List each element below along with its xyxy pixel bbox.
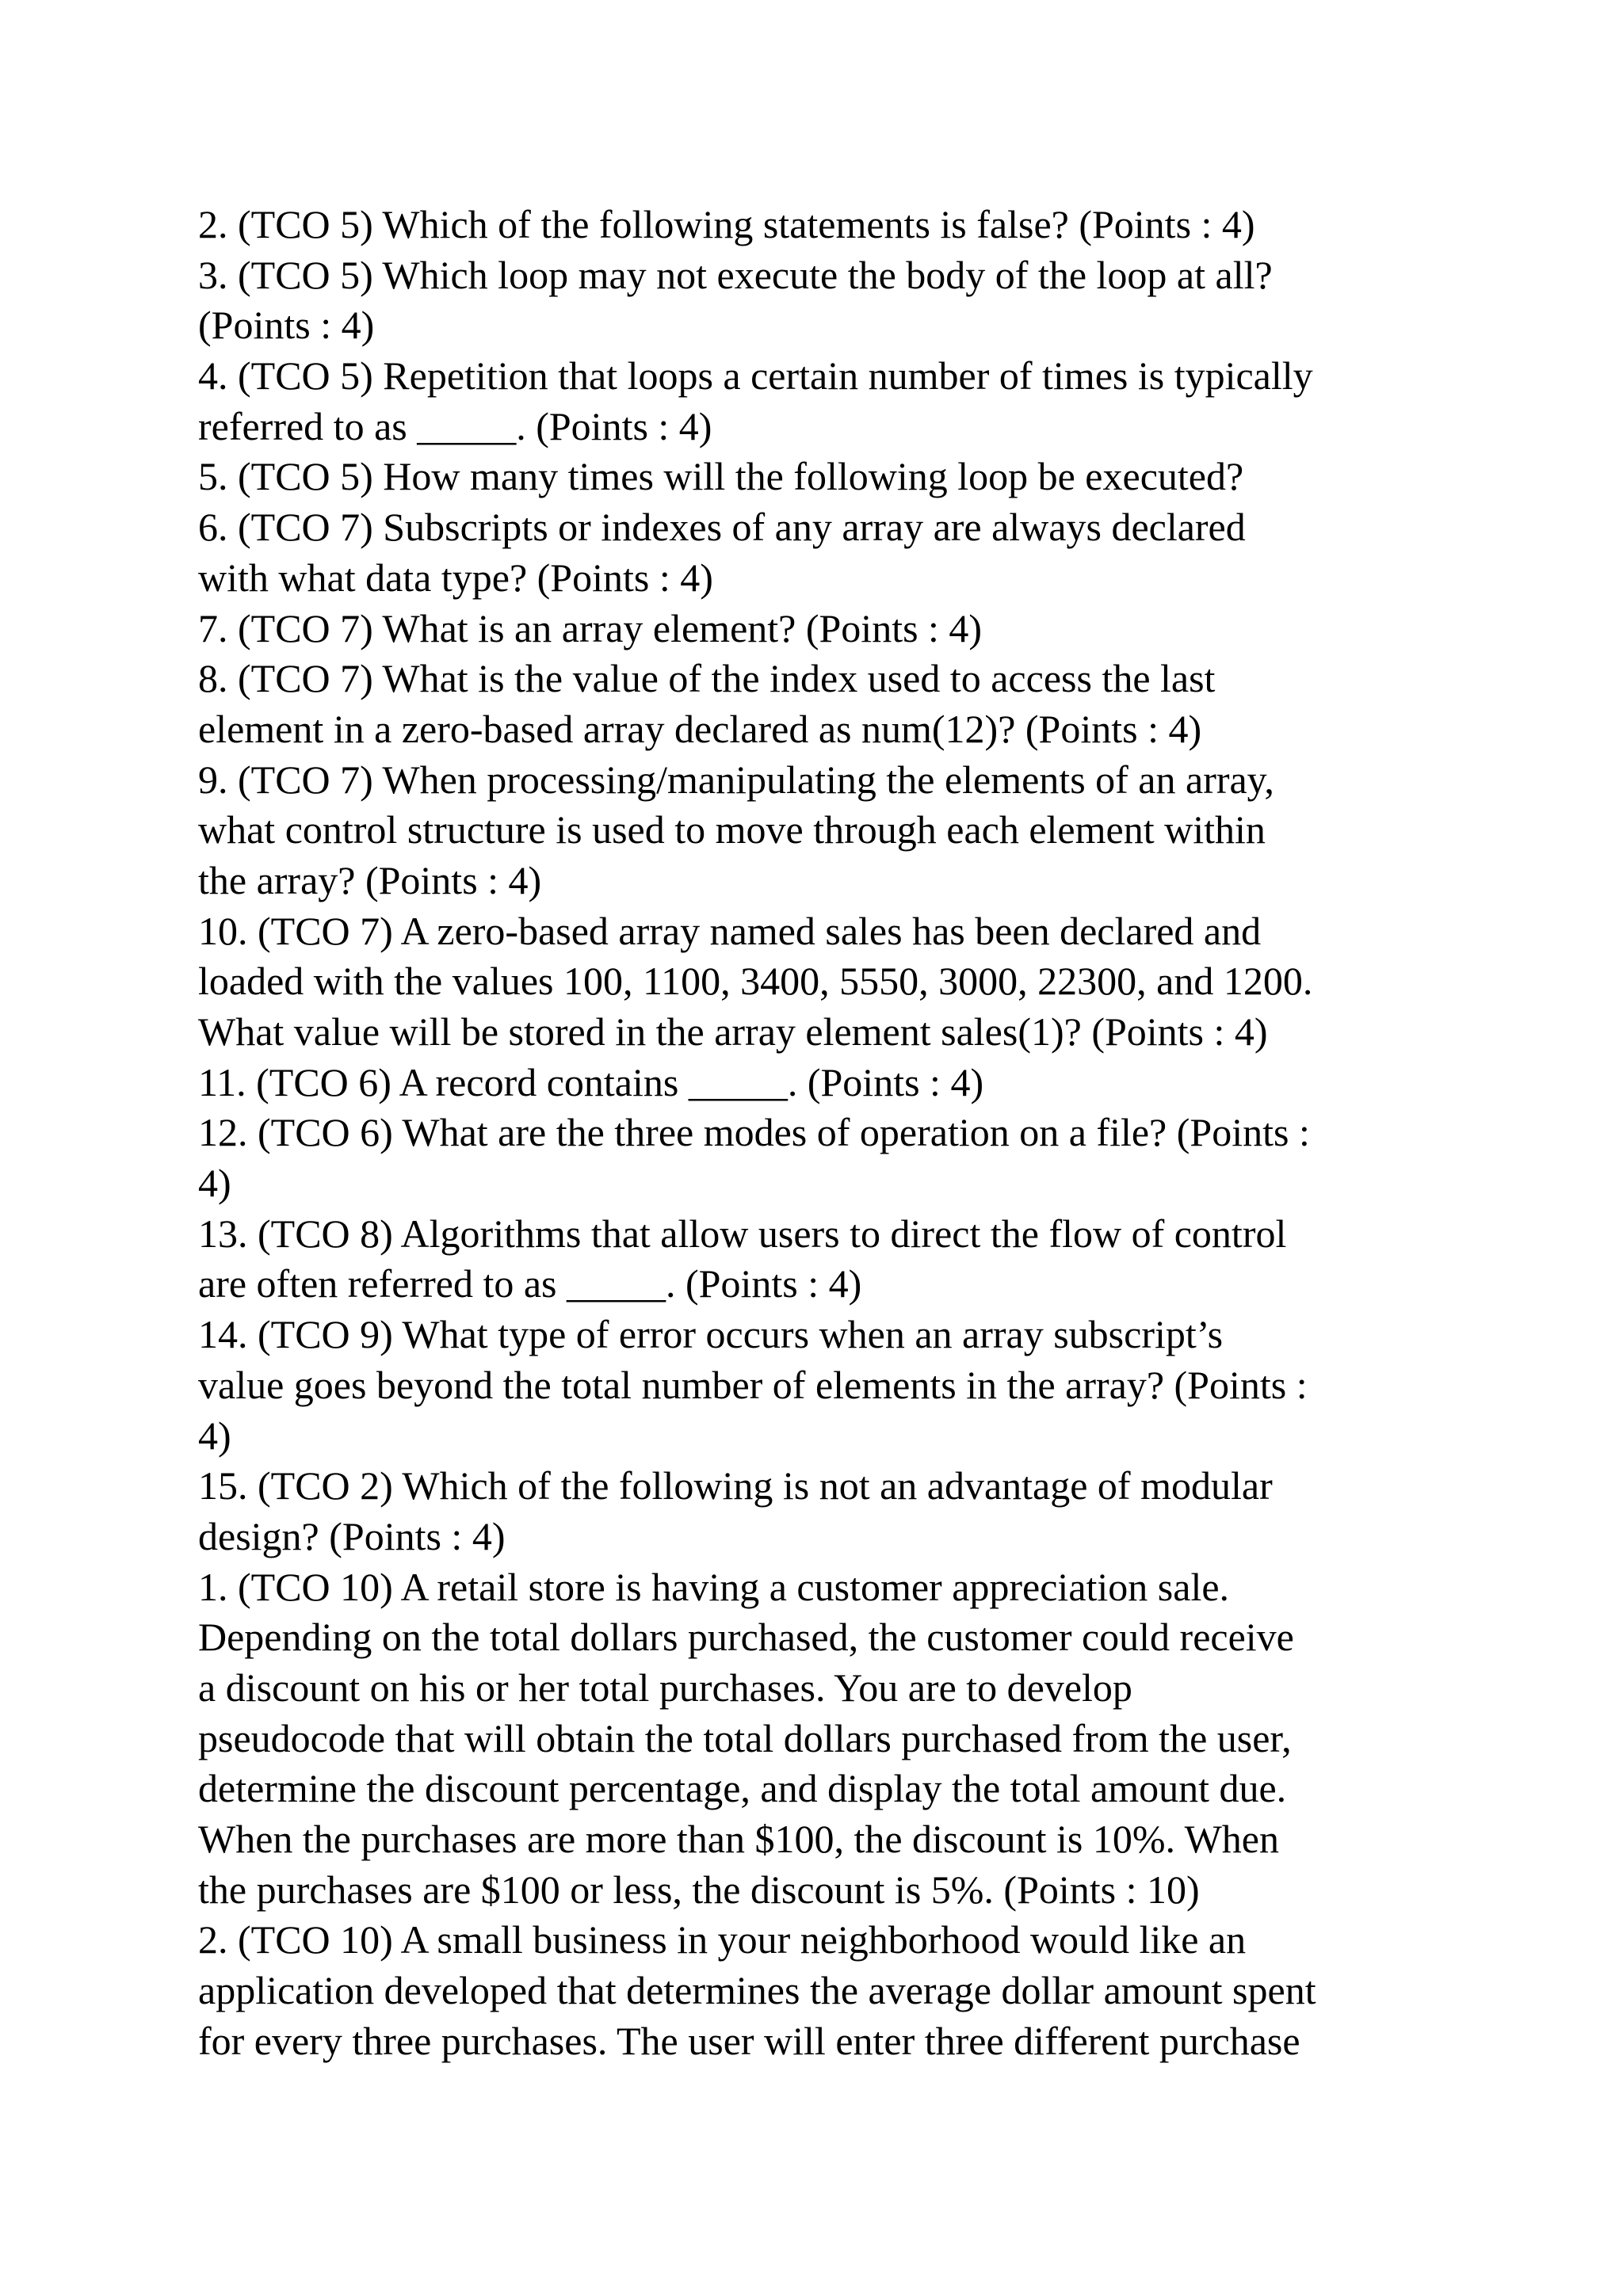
text-line: the purchases are $100 or less, the discount is 5%. (Points : 10) <box>198 1867 1200 1912</box>
text-line: application developed that determines the average dollar amount spent <box>198 1968 1316 2013</box>
text-line: 4) <box>198 1413 231 1458</box>
text-line: loaded with the values 100, 1100, 3400, 5550, 3000, 22300, and 1200. <box>198 959 1313 1004</box>
text-line: 7. (TCO 7) What is an array element? (Points : 4) <box>198 605 983 650</box>
text-line: Depending on the total dollars purchased, the customer could receive <box>198 1615 1294 1660</box>
text-line: are often referred to as _____. (Points : 4) <box>198 1261 862 1306</box>
text-line: design? (Points : 4) <box>198 1513 506 1558</box>
text-line: 14. (TCO 9) What type of error occurs when an array subscript’s <box>198 1312 1224 1357</box>
text-line: 10. (TCO 7) A zero-based array named sales has been declared and <box>198 908 1262 953</box>
text-line: value goes beyond the total number of elements in the array? (Points : <box>198 1362 1308 1407</box>
text-line: 4. (TCO 5) Repetition that loops a certain number of times is typically <box>198 353 1313 399</box>
text-line: 12. (TCO 6) What are the three modes of operation on a file? (Points : <box>198 1110 1310 1155</box>
text-line: 8. (TCO 7) What is the value of the index used to access the last <box>198 656 1216 701</box>
document-body <box>198 200 1442 2066</box>
text-line: determine the discount percentage, and display the total amount due. <box>198 1766 1287 1811</box>
text-line: 3. (TCO 5) Which loop may not execute the body of the loop at all? <box>198 252 1273 297</box>
text-line: referred to as _____. (Points : 4) <box>198 403 712 448</box>
text-line: 6. (TCO 7) Subscripts or indexes of any array are always declared <box>198 505 1246 550</box>
text-line: 2. (TCO 10) A small business in your neighborhood would like an <box>198 1917 1247 1962</box>
text-line: pseudocode that will obtain the total dollars purchased from the user, <box>198 1715 1292 1760</box>
text-line: 2. (TCO 5) Which of the following statements is false? (Points : 4) <box>198 202 1255 246</box>
text-line: a discount on his or her total purchases. You are to develop <box>198 1665 1132 1710</box>
text-line: 1. (TCO 10) A retail store is having a customer appreciation sale. <box>198 1564 1230 1609</box>
text-line: 4) <box>198 1161 231 1206</box>
text-line: When the purchases are more than $100, the discount is 10%. When <box>198 1817 1279 1861</box>
text-line: element in a zero-based array declared as num(12)? (Points : 4) <box>198 706 1202 751</box>
text-line: the array? (Points : 4) <box>198 857 542 902</box>
text-line: 11. (TCO 6) A record contains _____. (Points : 4) <box>198 1059 984 1104</box>
text-line: 5. (TCO 5) How many times will the following loop be executed? <box>198 454 1244 499</box>
text-line: for every three purchases. The user will enter three different purchase <box>198 2018 1300 2063</box>
text-line: 9. (TCO 7) When processing/manipulating the elements of an array, <box>198 757 1274 802</box>
text-line: 13. (TCO 8) Algorithms that allow users to direct the flow of control <box>198 1211 1287 1256</box>
text-line: What value will be stored in the array element sales(1)? (Points : 4) <box>198 1009 1268 1054</box>
text-line: with what data type? (Points : 4) <box>198 555 713 600</box>
text-line: 15. (TCO 2) Which of the following is not an advantage of modular <box>198 1463 1273 1508</box>
text-line: (Points : 4) <box>198 303 375 348</box>
text-line: what control structure is used to move through each element within <box>198 807 1266 852</box>
